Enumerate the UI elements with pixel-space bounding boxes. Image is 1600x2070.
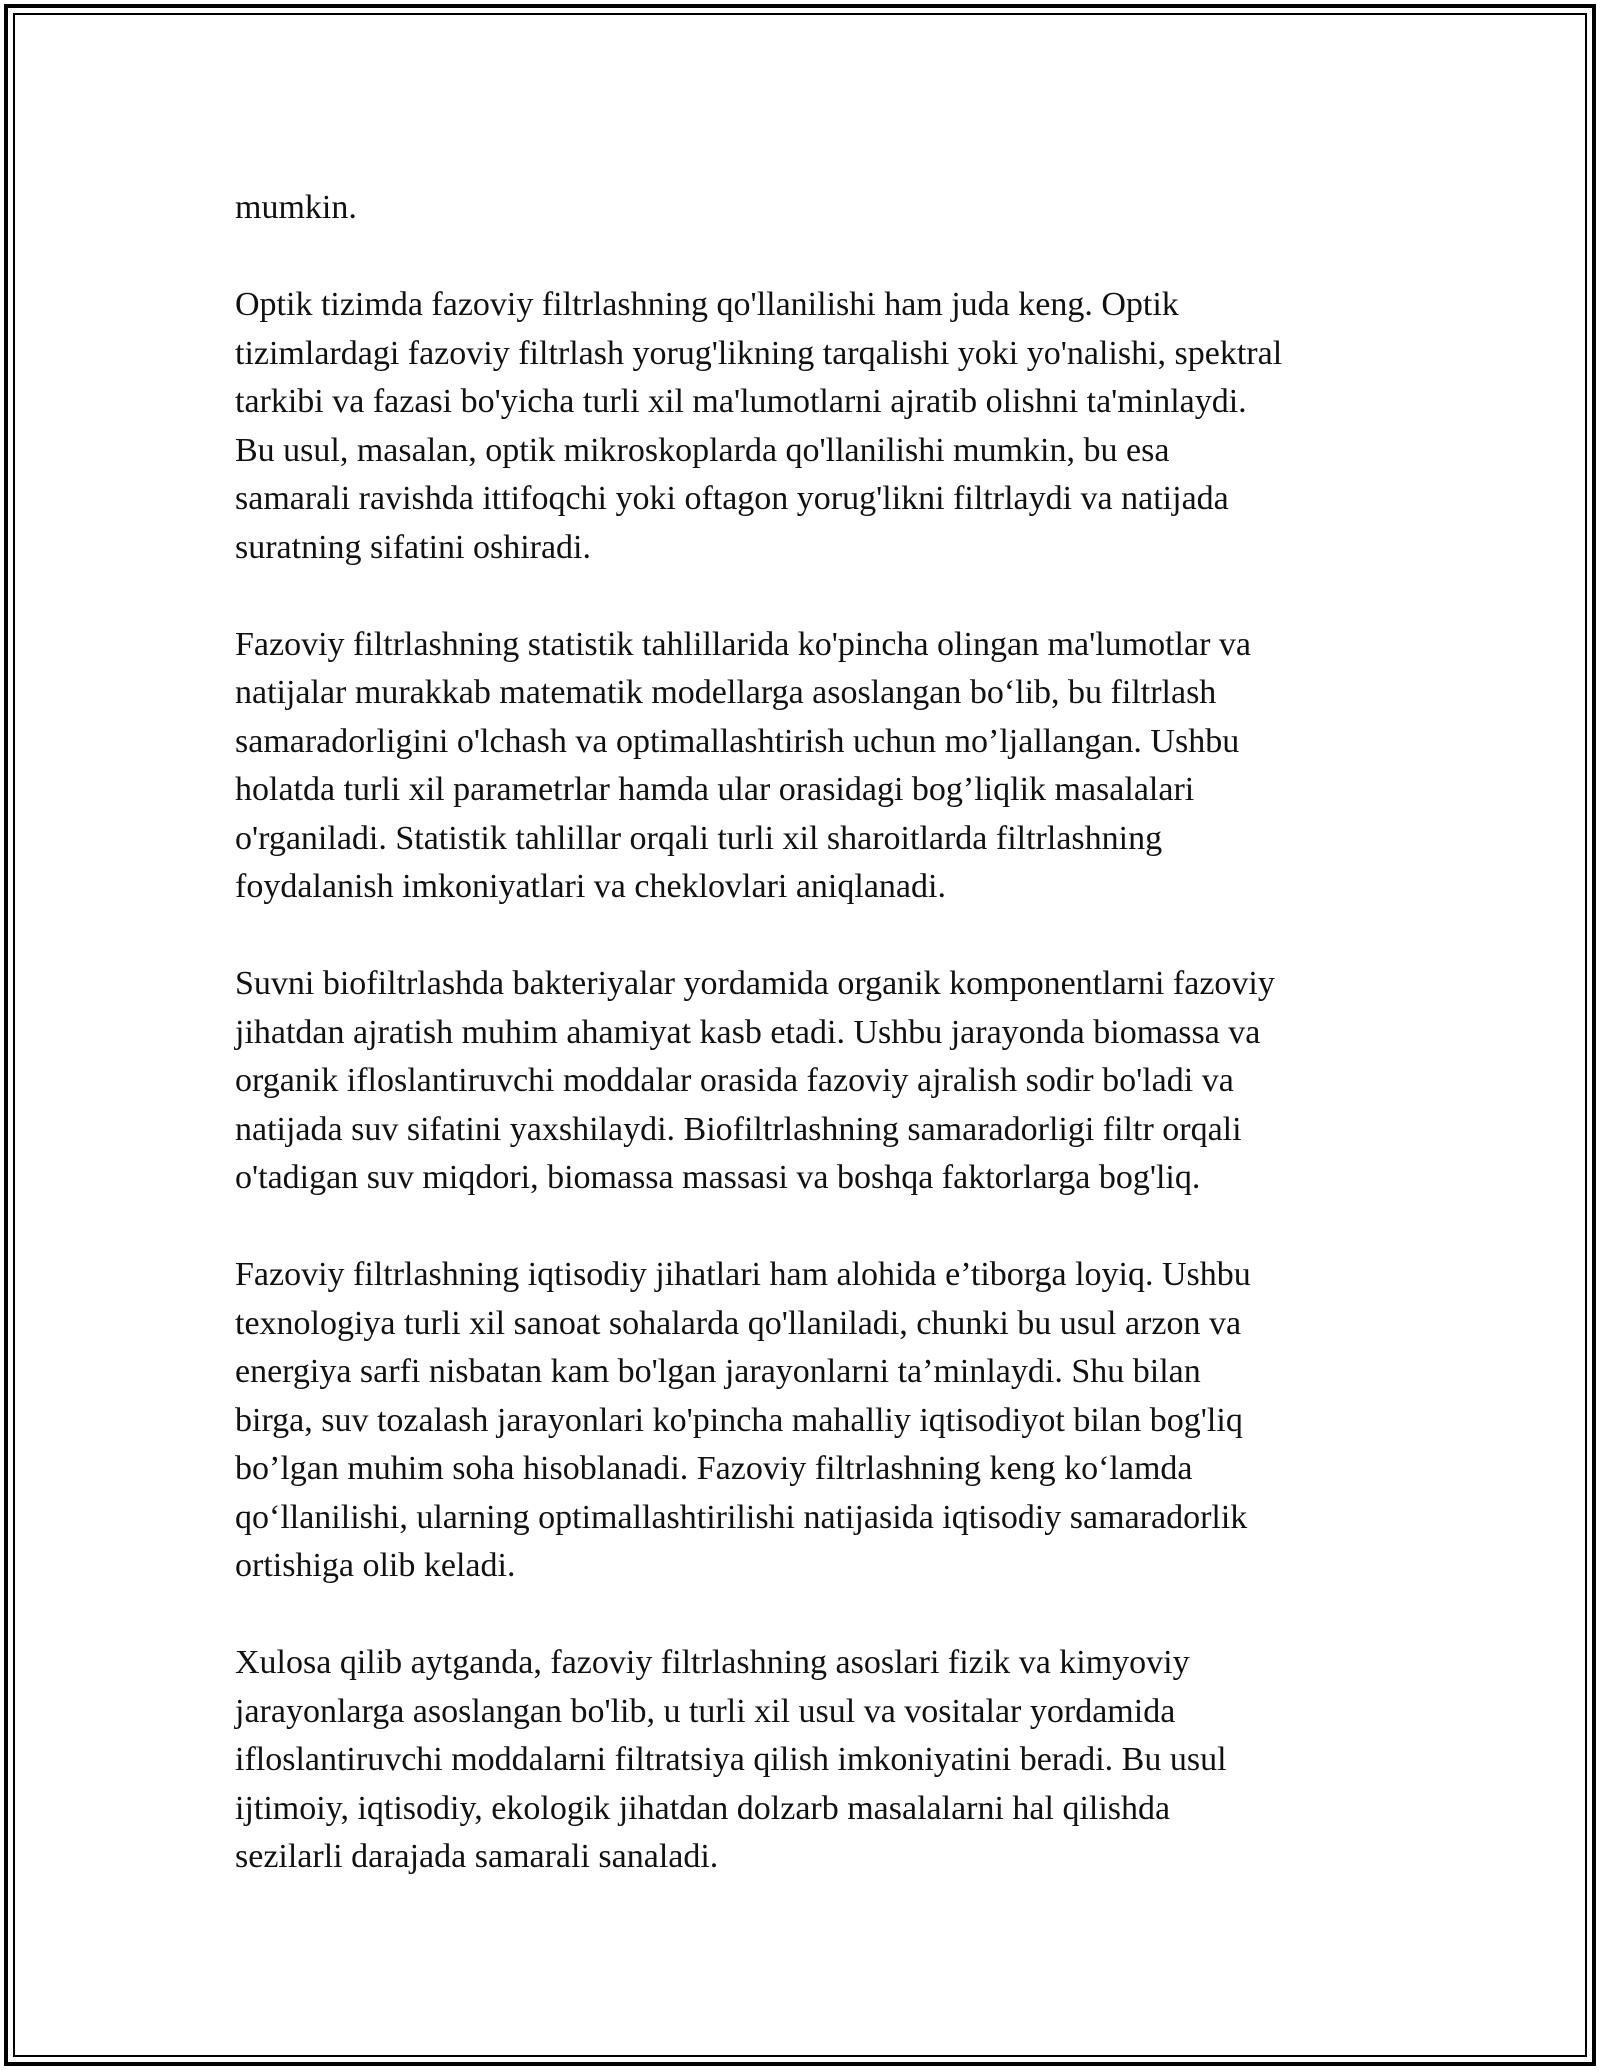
paragraph-conclusion: Xulosa qilib aytganda, fazoviy filtrlashning asoslari fizik va kimyoviy jarayonlarga asoslangan bo'lib, u turli xil usul va vositalar yordamida ifloslantiruvchi moddalarni filtratsiya qilish imkoniyatini beradi. Bu usul ijtimoiy, iqtisodiy, ekologik jihatdan dolzarb masalalarni hal qilishda sezilarli darajada samarali sanaladi. bbox=[235, 1644, 1227, 1875]
paragraph-biofiltration: Suvni biofiltrlashda bakteriyalar yordamida organik komponentlarni fazoviy jihatdan ajratish muhim ahamiyat kasb etadi. Ushbu jarayonda biomassa va organik ifloslantiruvchi moddalar orasida fazoviy ajralish sodir bo'ladi va natijada suv sifatini yaxshilaydi. Biofiltrlashning samaradorligi filtr orqali o'tadigan suv miqdori, biomassa massasi va boshqa faktorlarga bog'liq. bbox=[235, 965, 1275, 1196]
paragraph-continuation: mumkin. bbox=[235, 189, 357, 226]
paragraph-statistical-analysis: Fazoviy filtrlashning statistik tahlillarida ko'pincha olingan ma'lumotlar va natijalar murakkab matematik modellarga asoslangan bo‘lib, bu filtrlash samaradorligini o'lchash va optimallashtirish uchun mo’ljallangan. Ushbu holatda turli xil parametrlar hamda ular orasidagi bog’liqlik masalalari o'rganiladi. Statistik tahlillar orqali turli xil sharoitlarda filtrlashning foydalanish imkoniyatlari va cheklovlari aniqlanadi. bbox=[235, 625, 1251, 905]
document-body bbox=[235, 184, 1415, 1930]
paragraph-optical-systems: Optik tizimda fazoviy filtrlashning qo'llanilishi ham juda keng. Optik tizimlardagi fazoviy filtrlash yorug'likning tarqalishi yoki yo'nalishi, spektral tarkibi va fazasi bo'yicha turli xil ma'lumotlarni ajratib olishni ta'minlaydi. Bu usul, masalan, optik mikroskoplarda qo'llanilishi mumkin, bu esa samarali ravishda ittifoqchi yoki oftagon yorug'likni filtrlaydi va natijada suratning sifatini oshiradi. bbox=[235, 286, 1283, 566]
paragraph-economic-aspects: Fazoviy filtrlashning iqtisodiy jihatlari ham alohida e’tiborga loyiq. Ushbu texnologiya turli xil sanoat sohalarda qo'llaniladi, chunki bu usul arzon va energiya sarfi nisbatan kam bo'lgan jarayonlarni ta’minlaydi. Shu bilan birga, suv tozalash jarayonlari ko'pincha mahalliy iqtisodiyot bilan bog'liq bo’lgan muhim soha hisoblanadi. Fazoviy filtrlashning keng ko‘lamda qo‘llanilishi, ularning optimallashtirilishi natijasida iqtisodiy samaradorlik ortishiga olib keladi. bbox=[235, 1256, 1251, 1584]
